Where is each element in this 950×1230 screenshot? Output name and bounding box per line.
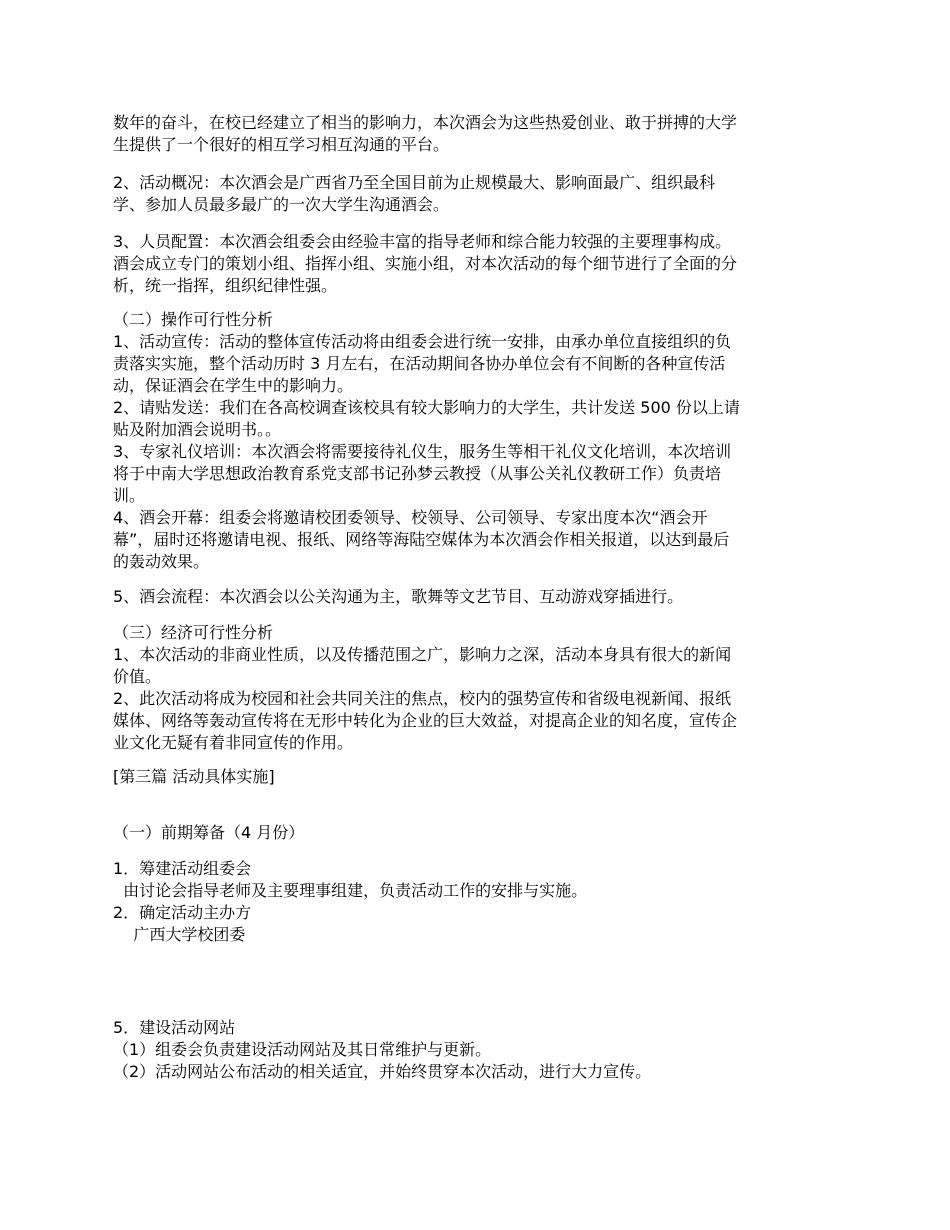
text-line: 4、酒会开幕：组委会将邀请校团委领导、校领导、公司领导、专家出度本次“酒会开 — [113, 508, 708, 527]
list-item: 1．筹建活动组委会 — [113, 859, 252, 878]
section-heading: （三）经济可行性分析 — [113, 623, 274, 642]
text-line: 1、活动宣传：活动的整体宣传活动将由组委会进行统一安排，由承办单位直接组织的负 — [113, 332, 732, 351]
section-heading: （一）前期筹备（4 月份） — [113, 823, 305, 842]
text-line: 媒体、网络等轰动宣传将在无形中转化为企业的巨大效益，对提高企业的知名度，宣传企 — [113, 711, 738, 730]
text-line: 广西大学校团委 — [113, 925, 246, 944]
text-line: 由讨论会指导老师及主要理事组建，负责活动工作的安排与实施。 — [113, 881, 588, 900]
text-line: 3、人员配置：本次酒会组委会由经验丰富的指导老师和综合能力较强的主要理事构成。 — [113, 232, 732, 251]
section-heading: （二）操作可行性分析 — [113, 310, 274, 329]
text-line: 5、酒会流程：本次酒会以公关沟通为主，歌舞等文艺节目、互动游戏穿插进行。 — [113, 587, 684, 606]
text-line: （2）活动网站公布活动的相关适宜，并始终贯穿本次活动，进行大力宣传。 — [113, 1062, 652, 1081]
list-item: 2．确定活动主办方 — [113, 903, 252, 922]
text-line: 2、此次活动将成为校园和社会共同关注的焦点，校内的强势宣传和省级电视新闻、报纸 — [113, 689, 732, 708]
text-line: 2、请贴发送：我们在各高校调查该校具有较大影响力的大学生，共计发送 500 份以上请 — [113, 398, 740, 417]
text-line: 酒会成立专门的策划小组、指挥小组、实施小组，对本次活动的每个细节进行了全面的分 — [113, 254, 738, 273]
text-line: 的轰动效果。 — [113, 552, 210, 571]
text-line: 训。 — [113, 486, 146, 505]
text-line: 生提供了一个很好的相互学习相互沟通的平台。 — [113, 135, 450, 154]
text-line: 业文化无疑有着非同宣传的作用。 — [113, 733, 354, 752]
list-item: 5．建设活动网站 — [113, 1018, 236, 1037]
text-line: 贴及附加酒会说明书。。 — [113, 420, 282, 439]
text-line: 价值。 — [113, 667, 162, 686]
text-line: 幕”，届时还将邀请电视、报纸、网络等海陆空媒体为本次酒会作相关报道，以达到最后 — [113, 530, 730, 549]
text-line: 1、本次活动的非商业性质，以及传播范围之广，影响力之深，活动本身具有很大的新闻 — [113, 645, 732, 664]
text-line: 数年的奋斗，在校已经建立了相当的影响力，本次酒会为这些热爱创业、敢于拼搏的大学 — [113, 113, 738, 132]
text-line: 责落实实施，整个活动历时 3 月左右，在活动期间各协办单位会有不间断的各种宣传活 — [113, 354, 726, 373]
text-line: 动，保证酒会在学生中的影响力。 — [113, 376, 354, 395]
text-line: 析，统一指挥，组织纪律性强。 — [113, 276, 338, 295]
text-line: 2、活动概况：本次酒会是广西省乃至全国目前为止规模最大、影响面最广、组织最科 — [113, 173, 716, 192]
text-line: （1）组委会负责建设活动网站及其日常维护与更新。 — [113, 1040, 492, 1059]
text-line: 将于中南大学思想政治教育系党支部书记孙梦云教授（从事公关礼仪教研工作）负责培 — [113, 464, 722, 483]
text-line: 学、参加人员最多最广的一次大学生沟通酒会。 — [113, 195, 450, 214]
text-line: 3、专家礼仪培训：本次酒会将需要接待礼仪生，服务生等相干礼仪文化培训，本次培训 — [113, 442, 732, 461]
chapter-heading: [第三篇 活动具体实施] — [113, 767, 275, 786]
